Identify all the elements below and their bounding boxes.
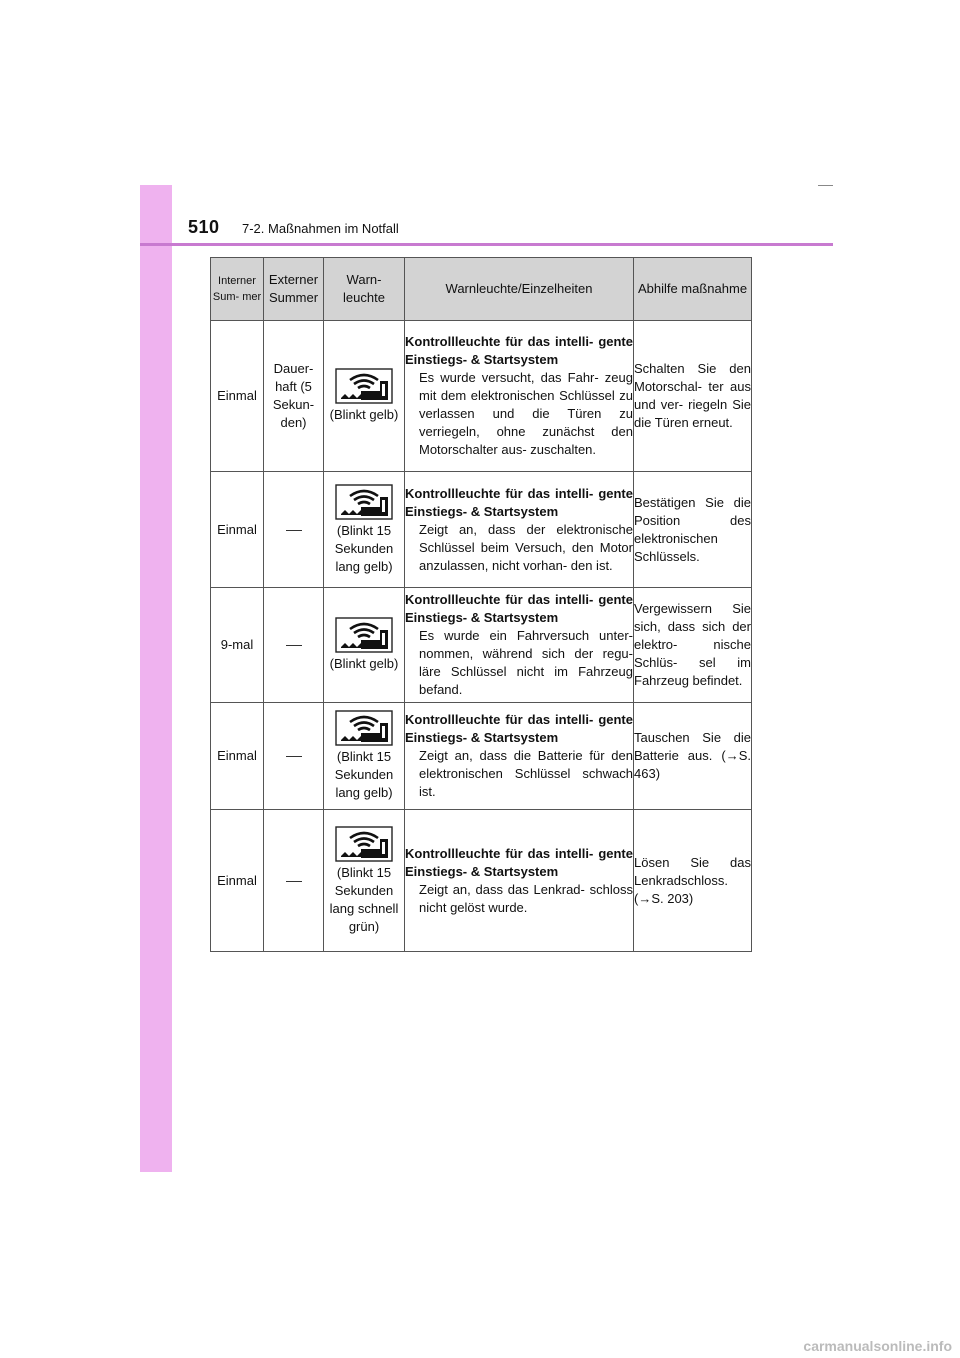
external-buzzer-cell: [264, 588, 324, 703]
details-cell: [405, 703, 634, 810]
table-header-row: [211, 258, 752, 321]
smart-key-warning-icon: [335, 826, 393, 862]
external-buzzer-cell: [264, 703, 324, 810]
warning-light-cell: [324, 703, 405, 810]
details-text: Zeigt an, dass der elektronische Schlüssel beim Versuch, den Motor anzulassen, nicht vorhan- den ist.: [419, 521, 633, 573]
smart-key-warning-icon: [335, 368, 393, 404]
remedy-cell: Bestätigen Sie die Position des elektronischen Schlüssels.: [634, 472, 752, 588]
corner-mark: [818, 185, 833, 186]
table-row: [211, 321, 752, 472]
internal-buzzer-cell: Einmal: [211, 810, 264, 952]
details-cell: [405, 472, 634, 588]
remedy-cell: Schalten Sie den Motorschal- ter aus und ver- riegeln Sie die Türen erneut.: [634, 321, 752, 472]
warning-light-cell: [324, 321, 405, 472]
remedy-cell: Tauschen Sie die Batterie aus. (→S. 463): [634, 703, 752, 810]
details-cell: [405, 321, 634, 472]
details-lead: Kontrollleuchte für das intelli- gente Einstiegs- & Startsystem: [405, 845, 633, 879]
section-title: 7-2. Maßnahmen im Notfall: [242, 221, 399, 236]
header-remedy: Abhilfe maßnahme: [634, 258, 752, 321]
warning-table: [210, 257, 752, 952]
table-row: [211, 472, 752, 588]
table-row: [211, 810, 752, 952]
warning-light-cell: [324, 810, 405, 952]
lamp-caption: (Blinkt 15 Sekunden lang gelb): [334, 749, 394, 800]
dash-icon: [286, 756, 302, 757]
details-text: Es wurde versucht, das Fahr- zeug mit dem elektronischen Schlüssel zu verlassen und die Türen zu verriegeln, ohne zunächst den Motorschalter aus- zuschalten.: [419, 370, 633, 457]
internal-buzzer-cell: Einmal: [211, 703, 264, 810]
details-lead: Kontrollleuchte für das intelli- gente Einstiegs- & Startsystem: [405, 485, 633, 519]
header-warning-light: Warn- leuchte: [324, 258, 405, 321]
details-lead: Kontrollleuchte für das intelli- gente Einstiegs- & Startsystem: [405, 712, 633, 745]
external-buzzer-cell: Dauer- haft (5 Sekun- den): [264, 321, 324, 472]
internal-buzzer-cell: 9-mal: [211, 588, 264, 703]
lamp-caption: (Blinkt gelb): [329, 407, 399, 422]
internal-buzzer-cell: Einmal: [211, 321, 264, 472]
chapter-sidebar-tab: [140, 185, 172, 1172]
details-cell: [405, 810, 634, 952]
details-lead: Kontrollleuchte für das intelli- gente Einstiegs- & Startsystem: [405, 592, 633, 625]
table-row: [211, 703, 752, 810]
dash-icon: [286, 881, 302, 882]
watermark: carmanualsonline.info: [803, 1338, 952, 1354]
smart-key-warning-icon: [335, 710, 393, 746]
lamp-caption: (Blinkt gelb): [329, 656, 399, 671]
header-details: Warnleuchte/Einzelheiten: [405, 258, 634, 321]
details-text: Zeigt an, dass die Batterie für den elektronischen Schlüssel schwach ist.: [419, 748, 633, 799]
header-internal-buzzer: Interner Sum- mer: [211, 258, 264, 321]
header-rule: [140, 243, 833, 246]
dash-icon: [286, 645, 302, 646]
lamp-caption: (Blinkt 15 Sekunden lang schnell grün): [329, 864, 399, 934]
details-lead: Kontrollleuchte für das intelli- gente Einstiegs- & Startsystem: [405, 334, 633, 367]
external-buzzer-cell: [264, 810, 324, 952]
page-number: 510: [188, 217, 220, 237]
lamp-caption: (Blinkt 15 Sekunden lang gelb): [334, 522, 394, 574]
details-cell: [405, 588, 634, 703]
remedy-cell: Vergewissern Sie sich, dass sich der elektro- nische Schlüs- sel im Fahrzeug befindet.: [634, 588, 752, 703]
details-text: Zeigt an, dass das Lenkrad- schloss nicht gelöst wurde.: [419, 881, 633, 915]
table-row: [211, 588, 752, 703]
details-text: Es wurde ein Fahrversuch unter- nommen, während sich der regu- läre Schlüssel nicht im Fahrzeug befand.: [419, 628, 633, 697]
header-external-buzzer: Externer Summer: [264, 258, 324, 321]
remedy-cell: Lösen Sie das Lenkradschloss. (→S. 203): [634, 810, 752, 952]
smart-key-warning-icon: [335, 617, 393, 653]
warning-light-cell: [324, 588, 405, 703]
warning-light-cell: [324, 472, 405, 588]
external-buzzer-cell: [264, 472, 324, 588]
smart-key-warning-icon: [335, 484, 393, 520]
internal-buzzer-cell: Einmal: [211, 472, 264, 588]
dash-icon: [286, 530, 302, 531]
